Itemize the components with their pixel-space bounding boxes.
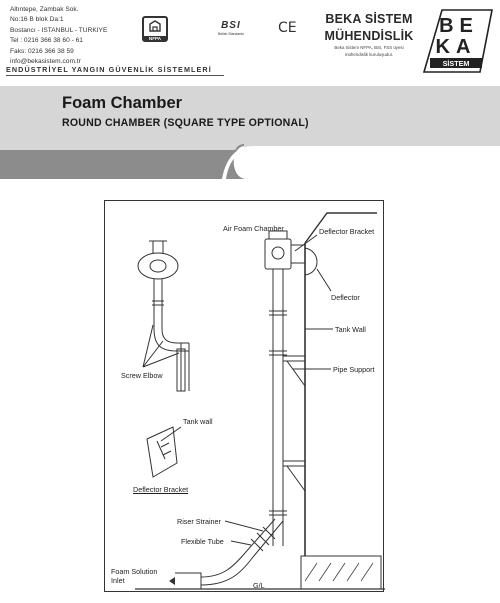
label-pipe-support: Pipe Support — [333, 365, 375, 374]
deflector-bracket-detail-marks — [157, 441, 171, 459]
pipe-support-lower — [283, 461, 305, 491]
company-note-1: Beka Sistem NFPA, BSI, FSS üyesi — [334, 45, 404, 50]
bsi-sublabel: British Standards — [218, 32, 244, 36]
label-foam-solution: Foam Solution — [111, 567, 158, 576]
foam-chamber-drawing — [104, 200, 384, 592]
inlet-pipe — [175, 573, 201, 589]
company-tagline: ENDÜSTRİYEL YANGIN GÜVENLİK SİSTEMLERİ — [6, 65, 212, 74]
inlet-elbow — [201, 553, 253, 585]
label-riser-strainer: Riser Strainer — [177, 517, 221, 526]
inlet-arrow — [169, 577, 175, 585]
label-tank-wall-detail: Tank wall — [183, 417, 213, 426]
detail-elbow — [154, 329, 189, 351]
label-flexible-tube: Flexible Tube — [181, 537, 224, 546]
air-foam-chamber — [265, 239, 291, 269]
address-line: Altıntepe, Zambak Sok. — [10, 6, 79, 13]
detail-chamber-top — [138, 253, 178, 279]
detail-riser — [154, 279, 162, 329]
ce-mark: CE — [278, 20, 297, 36]
pipe-flanges — [269, 311, 287, 515]
detail-chamber-inner — [150, 260, 166, 272]
email-link[interactable]: info@bekasistem.com.tr — [10, 58, 81, 66]
label-screw-elbow: Screw Elbow — [121, 371, 163, 380]
phone-line: Tel : 0216 366 38 60 - 61 — [10, 37, 83, 45]
label-inlet: Inlet — [111, 576, 125, 585]
flexible-tube — [245, 519, 283, 557]
label-deflector: Deflector — [331, 293, 360, 302]
deflector-bracket-shape — [291, 245, 305, 263]
label-deflector-bracket: Deflector Bracket — [319, 227, 375, 236]
product-subtitle: ROUND CHAMBER (SQUARE TYPE OPTIONAL) — [62, 117, 309, 129]
label-ground-level: G/L — [253, 581, 265, 590]
bsi-label: BSI — [221, 20, 241, 31]
company-name-line2: MÜHENDİSLİK — [324, 29, 414, 43]
deflector-shape — [305, 248, 317, 275]
deflector-leader — [317, 269, 331, 291]
tank-wall-detail-leader — [161, 427, 181, 441]
fax-line: Faks: 0216 366 38 59 — [10, 47, 74, 55]
nfpa-label: NFPA — [144, 36, 166, 41]
bsi-logo — [218, 20, 244, 36]
company-address — [10, 5, 107, 67]
chamber-port — [272, 247, 284, 259]
foundation-hatch — [305, 563, 373, 581]
drawing-svg — [105, 201, 385, 593]
pipe-support-upper — [283, 356, 305, 386]
flexible-tube-leader — [231, 541, 251, 545]
label-air-foam-chamber: Air Foam Chamber — [223, 224, 284, 233]
product-title: Foam Chamber — [62, 94, 183, 112]
label-deflector-bracket-detail: Deflector Bracket — [133, 485, 189, 494]
label-tank-wall: Tank Wall — [335, 325, 366, 334]
logo-text-bottom: SİSTEM — [442, 59, 470, 68]
nfpa-logo — [142, 16, 168, 42]
company-name-line1: BEKA SİSTEM — [325, 12, 413, 26]
logo-text-top: BE — [439, 15, 479, 37]
riser-strainer-leader — [225, 521, 263, 531]
logo-text-mid: KA — [435, 36, 477, 58]
header-divider — [6, 75, 224, 76]
detail-chamber-neck — [149, 241, 167, 253]
address-line: No:16 B blok Da:1 — [10, 16, 64, 24]
foundation — [301, 556, 381, 589]
company-name-block — [316, 12, 422, 57]
company-note-2: mühendislik kuruluşudur. — [344, 52, 394, 57]
screw-elbow-leaders — [143, 325, 179, 367]
beka-sistem-logo — [420, 8, 494, 74]
address-line: Bostancı - ISTANBUL - TURKIYE — [10, 26, 108, 34]
nfpa-emblem-icon — [144, 18, 166, 34]
